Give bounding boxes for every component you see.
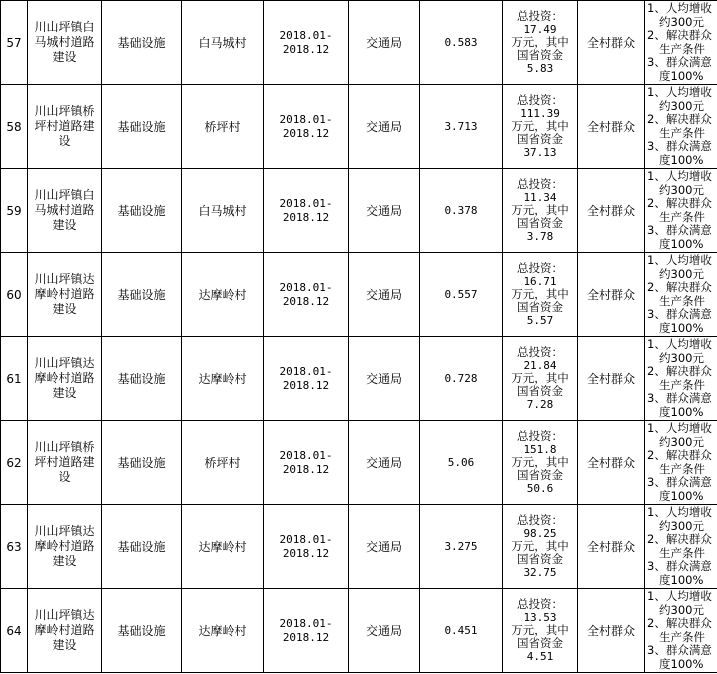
benefit-line: 生产条件 [659,629,705,644]
investment-total: 21.84 [523,359,557,372]
project-name: 川山坪镇白马城村道路建设 [28,1,102,85]
date-start: 2018.01- [279,280,333,294]
benefit-line: 2、解决群众 [647,448,712,462]
benefit-line: 生产条件 [659,461,705,476]
fund-amount: 3.713 [420,85,503,169]
benefit-line: 度100% [659,152,704,167]
benefit-line: 约300元 [659,14,704,29]
date-start: 2018.01- [279,364,333,378]
benefit-line: 3、群众满意 [647,139,712,153]
investment-label: 总投资： [517,93,563,107]
benefit-line: 度100% [659,488,704,503]
benefit-line: 约300元 [659,434,704,449]
investment-detail [503,85,578,169]
investment-total: 111.39 [520,107,560,120]
benefit-line: 3、群众满意 [647,643,712,657]
row-number: 62 [1,421,28,505]
village-name: 桥坪村 [182,85,264,169]
investment-detail [503,505,578,589]
benefit-line: 3、群众满意 [647,475,712,489]
benefit-line: 2、解决群众 [647,616,712,630]
investment-label: 总投资： [517,261,563,275]
benefit-list [645,505,717,589]
investment-fund: 7.28 [526,398,554,411]
project-category: 基础设施 [102,505,182,589]
date-range [264,337,349,421]
village-name: 达摩岭村 [182,337,264,421]
project-category: 基础设施 [102,589,182,673]
investment-total: 17.49 [523,23,557,36]
department: 交通局 [349,505,420,589]
benefit-line: 度100% [659,236,704,251]
benefit-line: 度100% [659,320,704,335]
benefit-list [645,1,717,85]
village-name: 白马城村 [182,1,264,85]
project-name: 川山坪镇桥坪村道路建设 [28,421,102,505]
benefit-line: 3、群众满意 [647,307,712,321]
investment-fund: 37.13 [523,146,557,159]
department: 交通局 [349,337,420,421]
date-start: 2018.01- [279,112,333,126]
benefit-line: 3、群众满意 [647,559,712,573]
benefit-line: 2、解决群众 [647,532,712,546]
benefit-line: 2、解决群众 [647,112,712,126]
investment-total: 16.71 [523,275,557,288]
benefit-line: 约300元 [659,350,704,365]
investment-detail [503,421,578,505]
benefit-list [645,85,717,169]
investment-fund: 4.51 [526,650,554,663]
date-start: 2018.01- [279,532,333,546]
investment-fund: 5.83 [526,62,554,75]
benefit-line: 度100% [659,68,704,83]
investment-mid-text: 万元，其中国省资金 [511,371,569,398]
benefit-line: 生产条件 [659,293,705,308]
date-end: 2018.12 [282,294,330,308]
benefit-line: 度100% [659,656,704,671]
row-number: 63 [1,505,28,589]
date-end: 2018.12 [282,126,330,140]
table-row [1,421,717,505]
project-category: 基础设施 [102,421,182,505]
department: 交通局 [349,169,420,253]
date-range [264,421,349,505]
project-category: 基础设施 [102,169,182,253]
department: 交通局 [349,85,420,169]
date-end: 2018.12 [282,546,330,560]
benefit-list [645,589,717,673]
investment-label: 总投资： [517,177,563,191]
benefit-line: 1、人均增收 [647,505,712,519]
investment-fund: 50.6 [526,482,554,495]
investment-fund: 3.78 [526,230,554,243]
project-name: 川山坪镇白马城村道路建设 [28,169,102,253]
project-name: 川山坪镇达摩岭村道路建设 [28,337,102,421]
project-name: 川山坪镇达摩岭村道路建设 [28,253,102,337]
beneficiary: 全村群众 [578,589,645,673]
table-row [1,337,717,421]
benefit-line: 约300元 [659,266,704,281]
benefit-line: 3、群众满意 [647,223,712,237]
fund-amount: 0.583 [420,1,503,85]
investment-fund: 32.75 [523,566,557,579]
project-category: 基础设施 [102,85,182,169]
fund-amount: 3.275 [420,505,503,589]
benefit-line: 1、人均增收 [647,337,712,351]
table-row [1,169,717,253]
benefit-line: 生产条件 [659,377,705,392]
benefit-line: 度100% [659,404,704,419]
date-start: 2018.01- [279,448,333,462]
date-start: 2018.01- [279,196,333,210]
benefit-line: 生产条件 [659,209,705,224]
benefit-line: 3、群众满意 [647,391,712,405]
row-number: 64 [1,589,28,673]
benefit-line: 1、人均增收 [647,253,712,267]
village-name: 达摩岭村 [182,505,264,589]
investment-detail [503,253,578,337]
project-category: 基础设施 [102,337,182,421]
benefit-list [645,421,717,505]
beneficiary: 全村群众 [578,169,645,253]
project-category: 基础设施 [102,253,182,337]
fund-amount: 0.557 [420,253,503,337]
benefit-line: 生产条件 [659,545,705,560]
investment-mid-text: 万元，其中国省资金 [511,35,569,62]
benefit-line: 度100% [659,572,704,587]
fund-amount: 0.378 [420,169,503,253]
investment-detail [503,169,578,253]
row-number: 59 [1,169,28,253]
department: 交通局 [349,589,420,673]
investment-detail [503,337,578,421]
investment-mid-text: 万元，其中国省资金 [511,119,569,146]
date-range [264,169,349,253]
investment-label: 总投资： [517,597,563,611]
benefit-line: 1、人均增收 [647,1,712,15]
benefit-line: 1、人均增收 [647,421,712,435]
table-row [1,589,717,673]
beneficiary: 全村群众 [578,1,645,85]
project-category: 基础设施 [102,1,182,85]
date-end: 2018.12 [282,462,330,476]
benefit-line: 3、群众满意 [647,55,712,69]
benefit-line: 约300元 [659,182,704,197]
benefit-line: 约300元 [659,518,704,533]
table-row [1,505,717,589]
date-start: 2018.01- [279,616,333,630]
village-name: 达摩岭村 [182,253,264,337]
investment-mid-text: 万元，其中国省资金 [511,623,569,650]
investment-fund: 5.57 [526,314,554,327]
row-number: 61 [1,337,28,421]
benefit-line: 2、解决群众 [647,280,712,294]
beneficiary: 全村群众 [578,337,645,421]
benefit-line: 2、解决群众 [647,364,712,378]
date-end: 2018.12 [282,378,330,392]
table-row [1,1,717,85]
benefit-list [645,337,717,421]
date-range [264,1,349,85]
investment-total: 151.8 [523,443,557,456]
date-end: 2018.12 [282,630,330,644]
investment-label: 总投资： [517,513,563,527]
project-name: 川山坪镇达摩岭村道路建设 [28,589,102,673]
benefit-line: 生产条件 [659,41,705,56]
benefit-line: 约300元 [659,98,704,113]
investment-mid-text: 万元，其中国省资金 [511,455,569,482]
date-end: 2018.12 [282,42,330,56]
benefit-line: 2、解决群众 [647,28,712,42]
beneficiary: 全村群众 [578,85,645,169]
beneficiary: 全村群众 [578,421,645,505]
project-name: 川山坪镇达摩岭村道路建设 [28,505,102,589]
date-range [264,505,349,589]
date-end: 2018.12 [282,210,330,224]
table-row [1,85,717,169]
date-start: 2018.01- [279,28,333,42]
benefit-list [645,253,717,337]
village-name: 达摩岭村 [182,589,264,673]
department: 交通局 [349,253,420,337]
beneficiary: 全村群众 [578,505,645,589]
row-number: 60 [1,253,28,337]
village-name: 白马城村 [182,169,264,253]
fund-amount: 0.451 [420,589,503,673]
fund-amount: 0.728 [420,337,503,421]
investment-label: 总投资： [517,429,563,443]
department: 交通局 [349,1,420,85]
village-name: 桥坪村 [182,421,264,505]
beneficiary: 全村群众 [578,253,645,337]
date-range [264,253,349,337]
benefit-line: 生产条件 [659,125,705,140]
fund-amount: 5.06 [420,421,503,505]
date-range [264,589,349,673]
investment-total: 13.53 [523,611,557,624]
benefit-line: 2、解决群众 [647,196,712,210]
investment-total: 11.34 [523,191,557,204]
investment-mid-text: 万元，其中国省资金 [511,287,569,314]
investment-mid-text: 万元，其中国省资金 [511,203,569,230]
benefit-line: 1、人均增收 [647,589,712,603]
investment-mid-text: 万元，其中国省资金 [511,539,569,566]
benefit-list [645,169,717,253]
investment-total: 98.25 [523,527,557,540]
benefit-line: 约300元 [659,602,704,617]
benefit-line: 1、人均增收 [647,169,712,183]
department: 交通局 [349,421,420,505]
investment-label: 总投资： [517,9,563,23]
date-range [264,85,349,169]
table-row [1,253,717,337]
investment-detail [503,589,578,673]
benefit-line: 1、人均增收 [647,85,712,99]
row-number: 58 [1,85,28,169]
project-name: 川山坪镇桥坪村道路建设 [28,85,102,169]
investment-detail [503,1,578,85]
row-number: 57 [1,1,28,85]
investment-label: 总投资： [517,345,563,359]
